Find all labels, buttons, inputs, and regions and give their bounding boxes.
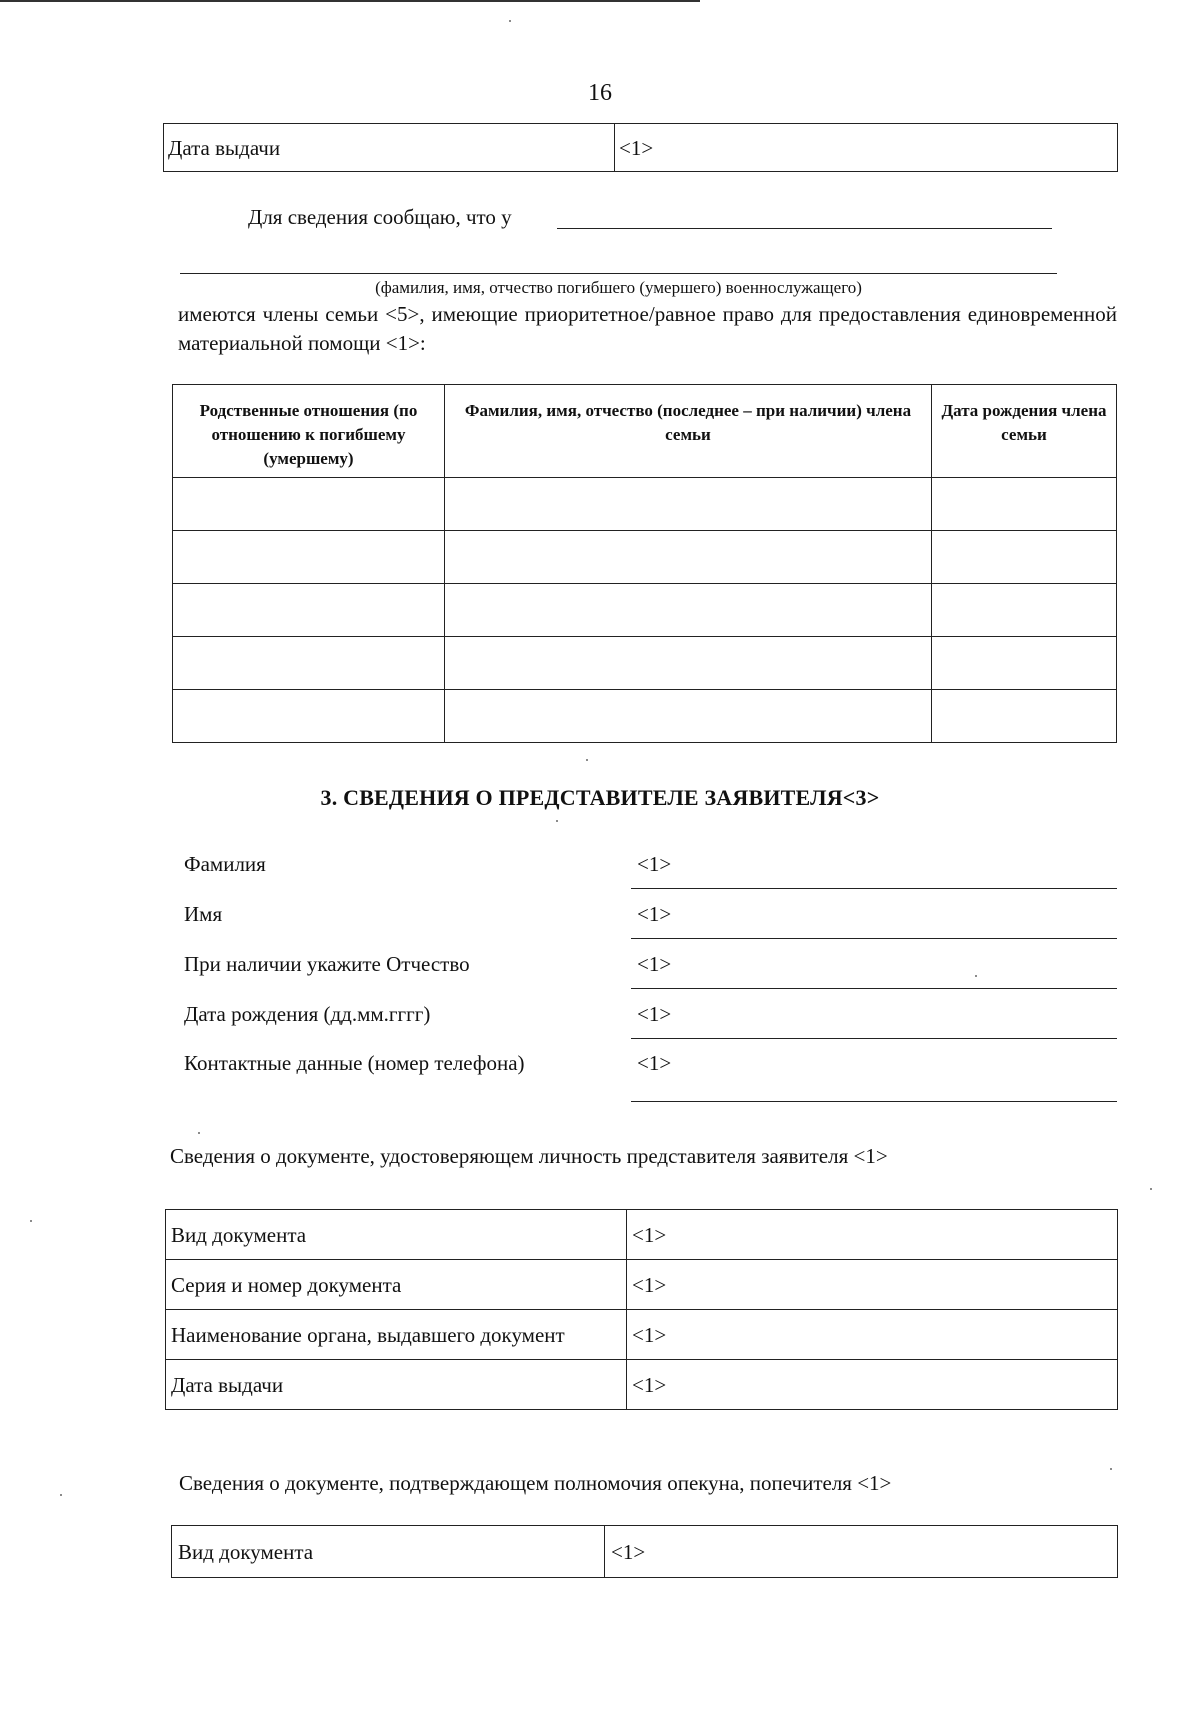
guardian-document-heading: Сведения о документе, подтверждающем полномочия опекуна, попечителя <1> — [179, 1471, 892, 1495]
table-row — [173, 637, 1117, 690]
family-members-text: имеются члены семьи <5>, имеющие приоритетное/равное право для предоставления единовременной материальной помощи <1>: — [178, 302, 1117, 355]
table-row — [173, 690, 1117, 743]
relationship-cell[interactable] — [173, 584, 445, 637]
first-name-field[interactable]: <1> — [637, 902, 672, 926]
table-row — [172, 1526, 1118, 1578]
first-name-line — [631, 938, 1117, 939]
scan-speck — [60, 1494, 62, 1496]
birth-date-cell[interactable] — [932, 690, 1117, 743]
section-3-title: 3. СВЕДЕНИЯ О ПРЕДСТАВИТЕЛЕ ЗАЯВИТЕЛЯ<3> — [320, 785, 880, 810]
table-header-row — [173, 385, 1117, 478]
column-header-birth-date: Дата рождения члена семьи — [932, 385, 1117, 478]
patronymic-field[interactable]: <1> — [637, 952, 672, 976]
serviceman-name-line[interactable] — [557, 228, 1052, 229]
series-number-label: Серия и номер документа — [166, 1260, 627, 1310]
surname-label: Фамилия — [184, 852, 266, 876]
birth-date-cell[interactable] — [932, 584, 1117, 637]
scan-speck — [586, 759, 588, 761]
full-name-cell[interactable] — [445, 478, 932, 531]
surname-line — [631, 888, 1117, 889]
birth-date-cell[interactable] — [932, 478, 1117, 531]
relationship-cell[interactable] — [173, 690, 445, 743]
page-number: 16 — [588, 80, 612, 106]
issue-date-field[interactable]: <1> — [615, 124, 1118, 172]
intro-text: Для сведения сообщаю, что у — [248, 205, 512, 229]
full-name-cell[interactable] — [445, 690, 932, 743]
scan-speck — [1150, 1188, 1152, 1190]
document-type-label: Вид документа — [172, 1526, 605, 1578]
table-row — [166, 1360, 1118, 1410]
scan-speck — [975, 975, 977, 977]
table-row — [166, 1310, 1118, 1360]
scan-speck — [556, 820, 558, 822]
column-header-full-name: Фамилия, имя, отчество (последнее – при наличии) члена семьи — [445, 385, 932, 478]
table-row — [173, 584, 1117, 637]
scan-speck — [30, 1220, 32, 1222]
column-header-relationship: Родственные отношения (по отношению к погибшему (умершему) — [173, 385, 445, 478]
issue-date-field[interactable]: <1> — [627, 1360, 1118, 1410]
issue-date-label: Дата выдачи — [164, 124, 615, 172]
document-type-field[interactable]: <1> — [605, 1526, 1118, 1578]
table-row — [166, 1260, 1118, 1310]
issuing-authority-field[interactable]: <1> — [627, 1310, 1118, 1360]
birth-date-cell[interactable] — [932, 637, 1117, 690]
table-row — [173, 478, 1117, 531]
serviceman-name-caption: (фамилия, имя, отчество погибшего (умершего) военнослужащего) — [375, 278, 862, 297]
issuing-authority-label: Наименование органа, выдавшего документ — [166, 1310, 627, 1360]
full-name-cell[interactable] — [445, 637, 932, 690]
patronymic-line — [631, 988, 1117, 989]
document-type-field[interactable]: <1> — [627, 1210, 1118, 1260]
full-name-cell[interactable] — [445, 584, 932, 637]
id-document-heading: Сведения о документе, удостоверяющем личность представителя заявителя <1> — [170, 1144, 888, 1168]
birth-date-field[interactable]: <1> — [637, 1002, 672, 1026]
scan-edge-line — [0, 0, 700, 2]
scan-speck — [509, 20, 511, 22]
surname-field[interactable]: <1> — [637, 852, 672, 876]
contact-line — [631, 1101, 1117, 1102]
id-document-table — [165, 1209, 1118, 1410]
contact-label: Контактные данные (номер телефона) — [184, 1051, 525, 1075]
patronymic-label: При наличии укажите Отчество — [184, 952, 470, 976]
scan-speck — [198, 1132, 200, 1134]
guardian-document-table — [171, 1525, 1118, 1578]
relationship-cell[interactable] — [173, 531, 445, 584]
full-name-cell[interactable] — [445, 531, 932, 584]
table-row — [164, 124, 1118, 172]
relationship-cell[interactable] — [173, 478, 445, 531]
first-name-label: Имя — [184, 902, 223, 926]
document-type-label: Вид документа — [166, 1210, 627, 1260]
table-row — [173, 531, 1117, 584]
contact-field[interactable]: <1> — [637, 1051, 672, 1075]
issue-date-label: Дата выдачи — [166, 1360, 627, 1410]
serviceman-name-line-2[interactable] — [180, 273, 1057, 274]
series-number-field[interactable]: <1> — [627, 1260, 1118, 1310]
table-row — [166, 1210, 1118, 1260]
family-members-table — [172, 384, 1117, 743]
birth-date-line — [631, 1038, 1117, 1039]
birth-date-label: Дата рождения (дд.мм.гггг) — [184, 1002, 431, 1026]
issue-date-table — [163, 123, 1118, 172]
scan-speck — [1110, 1468, 1112, 1470]
relationship-cell[interactable] — [173, 637, 445, 690]
birth-date-cell[interactable] — [932, 531, 1117, 584]
